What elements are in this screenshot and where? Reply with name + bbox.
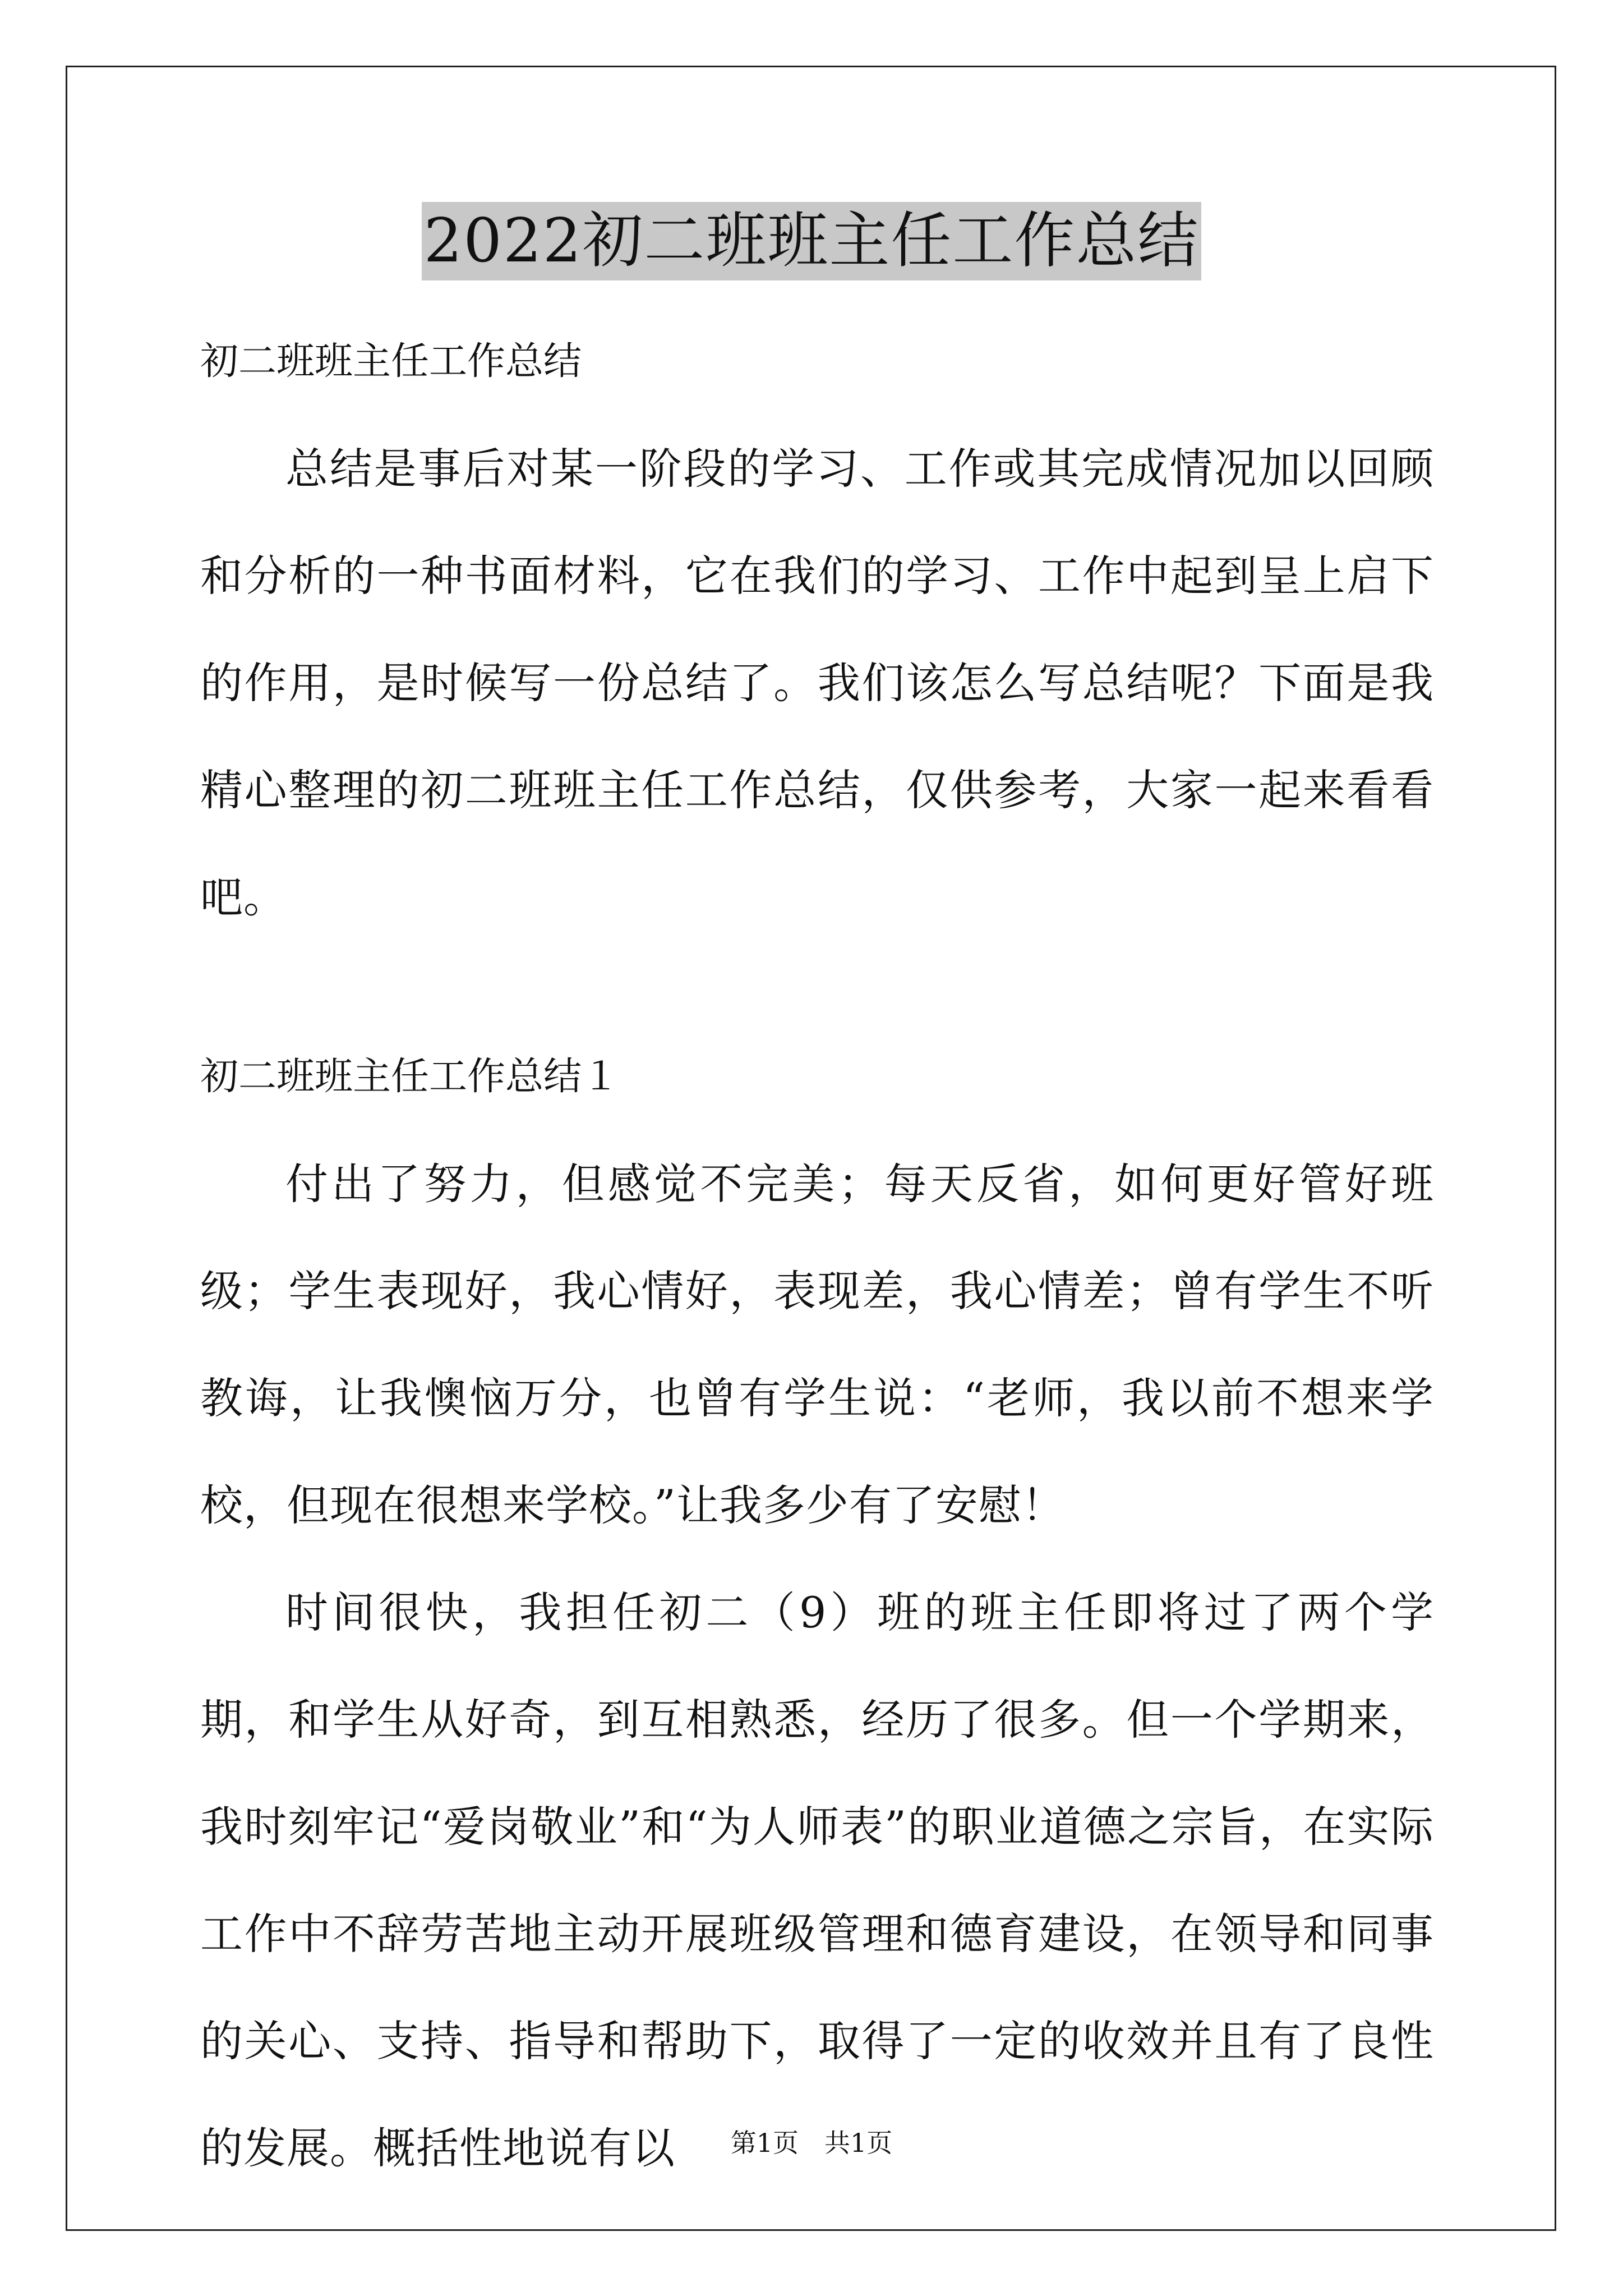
section-spacer	[200, 951, 1434, 1024]
intro-paragraph: 总结是事后对某一阶段的学习、工作或其完成情况加以回顾和分析的一种书面材料，它在我们的学习、工作中起到呈上启下的作用，是时候写一份总结了。我们该怎么写总结呢？下面是我精心整理的初二班班主任工作总结，仅供参考，大家一起来看看吧。	[200, 444, 1434, 922]
page-footer: 第1页 共1页	[730, 2128, 893, 2158]
document-title: 2022初二班班主任工作总结	[422, 202, 1202, 280]
section1-paragraph-1: 付出了努力，但感觉不完美；每天反省，如何更好管好班级；学生表现好，我心情好，表现差，我心情差；曾有学生不听教诲，让我懊恼万分，也曾有学生说：“老师，我以前不想来学校，但现在很想来学校。”让我多少有了安慰！	[200, 1159, 1434, 1530]
section1-heading: 初二班班主任工作总结１	[200, 1055, 620, 1099]
document-body	[200, 309, 1434, 2202]
section1-paragraph-2: 时间很快，我担任初二（9）班的班主任即将过了两个学期，和学生从好奇，到互相熟悉，经历了很多。但一个学期来，我时刻牢记“爱岗敬业”和“为人师表”的职业道德之宗旨，在实际工作中不辞劳苦地主动开展班级管理和德育建设，在领导和同事的关心、支持、指导和帮助下，取得了一定的收效并且有了良性的发展。概括性地说有以	[200, 1588, 1434, 2173]
title-container	[0, 202, 1623, 280]
intro-heading: 初二班班主任工作总结	[200, 339, 582, 384]
